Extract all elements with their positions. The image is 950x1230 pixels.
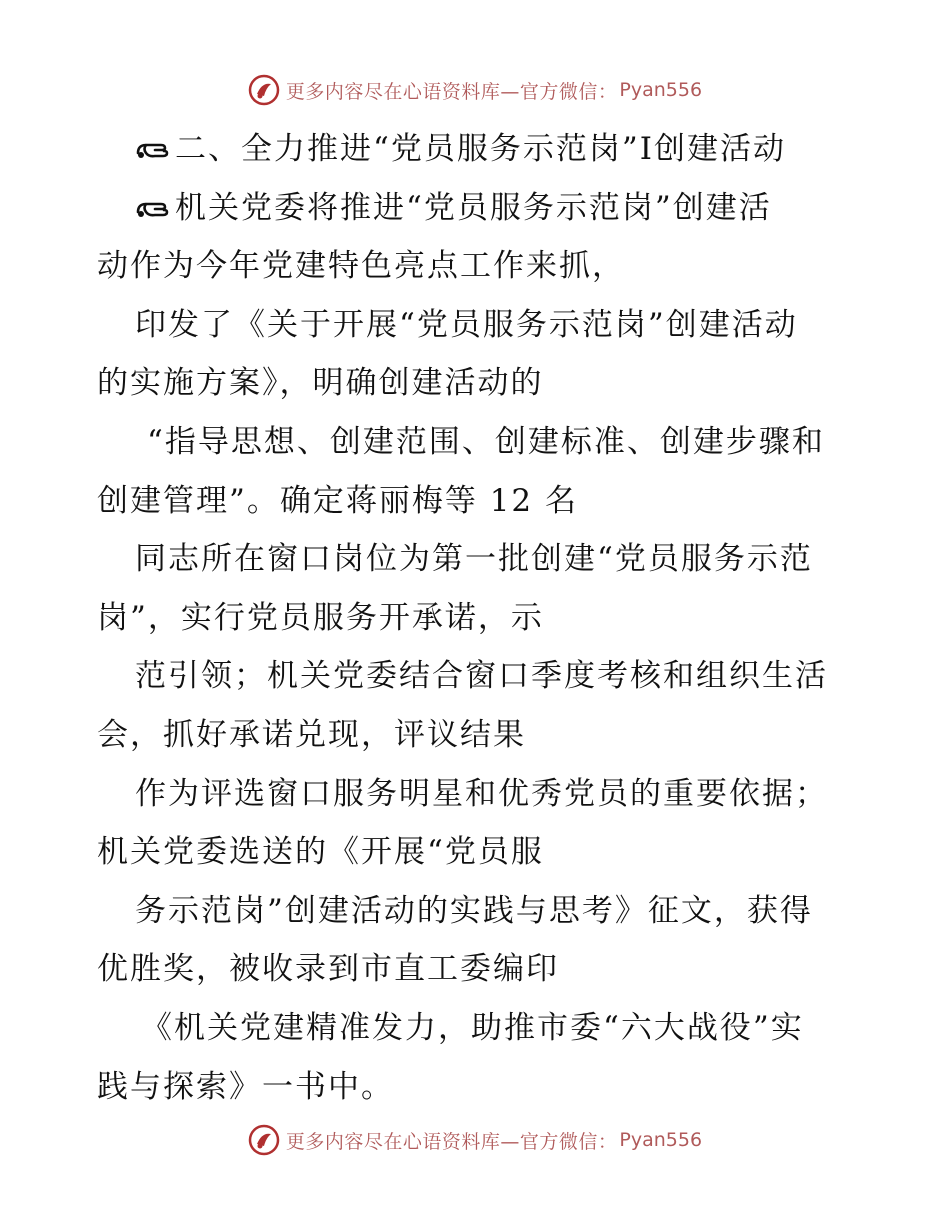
hand-pointer-icon — [135, 198, 173, 220]
watermark-text: 更多内容尽在心语资料库—官方微信： — [285, 1130, 618, 1153]
paragraph-line: 践与探索》一书中。 — [97, 1068, 394, 1105]
watermark-handle: Pyan556 — [619, 1129, 703, 1151]
paragraph-line: 会，抓好承诺兑现，评议结果 — [97, 716, 526, 753]
paragraph-text: 机关党委将推进“党员服务示范岗”创建活 — [175, 189, 772, 226]
watermark-handle: Pyan556 — [619, 79, 703, 101]
section-heading — [97, 120, 857, 179]
hand-pointer-icon — [135, 139, 173, 161]
paragraph-line: “指导思想、创建范围、创建标准、创建步骤和 — [147, 423, 825, 460]
paragraph-line: 创建管理”。确定蒋丽梅等 12 名 — [97, 482, 579, 519]
watermark-text: 更多内容尽在心语资料库—官方微信： — [285, 80, 618, 103]
paragraph-line: 动作为今年党建特色亮点工作来抓， — [97, 248, 625, 285]
header-watermark — [0, 70, 950, 110]
paragraph-line: 务示范岗”创建活动的实践与思考》征文，获得 — [135, 892, 813, 929]
paragraph-line — [97, 179, 857, 238]
paragraph-line: 印发了《关于开展“党员服务示范岗”创建活动 — [135, 306, 798, 343]
paragraph-line: 优胜奖，被收录到市直工委编印 — [97, 951, 559, 988]
document-body — [97, 120, 857, 1116]
heading-text: 二、全力推进“党员服务示范岗”Ⅰ创建活动 — [175, 131, 786, 167]
paragraph-line: 作为评选窗口服务明星和优秀党员的重要依据； — [135, 775, 828, 812]
paragraph-line: 同志所在窗口岗位为第一批创建“党员服务示范 — [135, 541, 813, 578]
footer-watermark — [0, 1120, 950, 1160]
paragraph-line: 岗”，实行党员服务开承诺，示 — [97, 599, 544, 636]
watermark-logo-icon — [248, 74, 280, 106]
paragraph-line: 范引领；机关党委结合窗口季度考核和组织生活 — [135, 658, 828, 695]
paragraph-line: 的实施方案》，明确创建活动的 — [97, 365, 544, 402]
paragraph-line: 《机关党建精准发力，助推市委“六大战役”实 — [141, 1009, 804, 1046]
paragraph-line: 机关党委选送的《开展“党员服 — [97, 834, 544, 871]
watermark-logo-icon — [248, 1124, 280, 1156]
